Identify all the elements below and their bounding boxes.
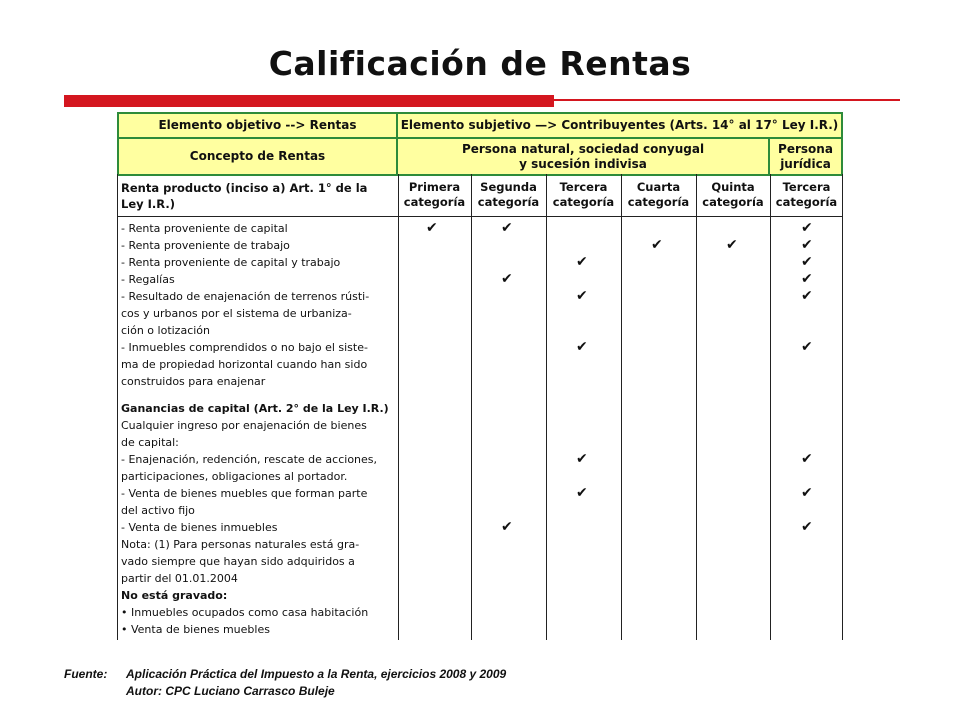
col-header-line1: Tercera [559,180,608,194]
col-header-line2: categoría [627,195,690,209]
author-note: Autor: CPC Luciano Carrasco Buleje [126,684,335,698]
col-header-line2: categoría [477,195,540,209]
check-mark: ✔ [651,237,663,253]
check-mark: ✔ [801,288,813,304]
col-header-line2: categoría [552,195,615,209]
row-heading-renta-producto [121,180,391,212]
concept-line: participaciones, obligaciones al portador. [121,470,348,483]
check-mark: ✔ [576,485,588,501]
title-underline-bar [64,95,554,107]
concept-line: ma de propiedad horizontal cuando han sido [121,358,368,371]
check-mark: ✔ [576,288,588,304]
check-mark: ✔ [726,237,738,253]
check-mark: ✔ [801,254,813,270]
col-header-line1: Quinta [711,180,755,194]
check-mark: ✔ [801,485,813,501]
col-header-tercera [546,180,621,210]
col-header-tercera-juridica [770,180,843,210]
check-mark: ✔ [801,220,813,236]
col-divider [398,174,399,640]
header-persona-natural [396,137,770,176]
concept-line: - Venta de bienes inmuebles [121,521,278,534]
col-divider [546,174,547,640]
check-mark: ✔ [576,254,588,270]
check-mark: ✔ [576,451,588,467]
concept-line: • Venta de bienes muebles [121,623,270,636]
concept-line: - Renta proveniente de trabajo [121,239,290,252]
check-mark: ✔ [801,271,813,287]
concept-line: - Regalías [121,273,175,286]
check-mark: ✔ [801,339,813,355]
check-mark: ✔ [426,220,438,236]
col-divider [621,174,622,640]
check-mark: ✔ [501,271,513,287]
source-note [64,664,506,684]
col-header-line1: Cuarta [636,180,681,194]
concept-line: construidos para enajenar [121,375,266,388]
concept-line: • Inmuebles ocupados como casa habitación [121,606,369,619]
concept-line: del activo fijo [121,504,195,517]
col-header-line1: Primera [408,180,461,194]
row-heading-line1: Renta producto (inciso a) Art. 1° de la [121,181,368,195]
col-divider [770,174,771,640]
header-elemento-objetivo: Elemento objetivo --> Rentas [117,112,398,139]
ganancias-heading: Ganancias de capital (Art. 2° de la Ley I.R.) [121,402,389,415]
header-concepto-rentas: Concepto de Rentas [117,137,398,176]
col-header-line2: categoría [702,195,764,209]
rentas-table [117,112,843,640]
concept-line: de capital: [121,436,179,449]
concept-line: cos y urbanos por el sistema de urbaniza- [121,307,352,320]
source-label: Fuente: [64,667,108,681]
header-elemento-subjetivo: Elemento subjetivo —> Contribuyentes (Arts. 14° al 17° Ley I.R.) [396,112,843,139]
col-header-quinta [696,180,770,210]
check-mark: ✔ [501,220,513,236]
concept-line: - Resultado de enajenación de terrenos rústi- [121,290,370,303]
no-gravado-heading: No está gravado: [121,589,228,602]
check-mark: ✔ [576,339,588,355]
category-header-divider [117,216,843,217]
nota-line: vado siempre que hayan sido adquiridos a [121,555,355,568]
title-underline-thin [554,99,900,101]
col-header-line2: categoría [775,195,838,209]
concept-line: - Renta proveniente de capital y trabajo [121,256,341,269]
check-mark: ✔ [801,451,813,467]
col-header-segunda [471,180,546,210]
concept-line: - Venta de bienes muebles que forman parte [121,487,368,500]
header-persona-juridica-line1: Persona [778,141,833,156]
col-header-primera [398,180,471,210]
header-persona-natural-line2: y sucesión indivisa [519,156,647,171]
check-mark: ✔ [801,237,813,253]
row-heading-line2: Ley I.R.) [121,197,175,211]
check-mark: ✔ [501,519,513,535]
concept-line: - Inmuebles comprendidos o no bajo el siste- [121,341,368,354]
header-persona-juridica [768,137,843,176]
col-divider [471,174,472,640]
col-header-line1: Tercera [782,180,831,194]
concept-line: - Enajenación, redención, rescate de acciones, [121,453,378,466]
header-persona-juridica-line2: jurídica [780,156,831,171]
col-divider [696,174,697,640]
nota-line: partir del 01.01.2004 [121,572,238,585]
concept-line: Cualquier ingreso por enajenación de bienes [121,419,367,432]
col-header-line1: Segunda [480,180,537,194]
nota-line: Nota: (1) Para personas naturales está gra- [121,538,360,551]
header-persona-natural-line1: Persona natural, sociedad conyugal [461,141,705,156]
concept-line: ción o lotización [121,324,211,337]
check-mark: ✔ [801,519,813,535]
col-header-cuarta [621,180,696,210]
col-header-line2: categoría [403,195,466,209]
concept-line: - Renta proveniente de capital [121,222,288,235]
slide-title: Calificación de Rentas [268,44,692,83]
source-text: Aplicación Práctica del Impuesto a la Renta, ejercicios 2008 y 2009 [126,667,507,681]
